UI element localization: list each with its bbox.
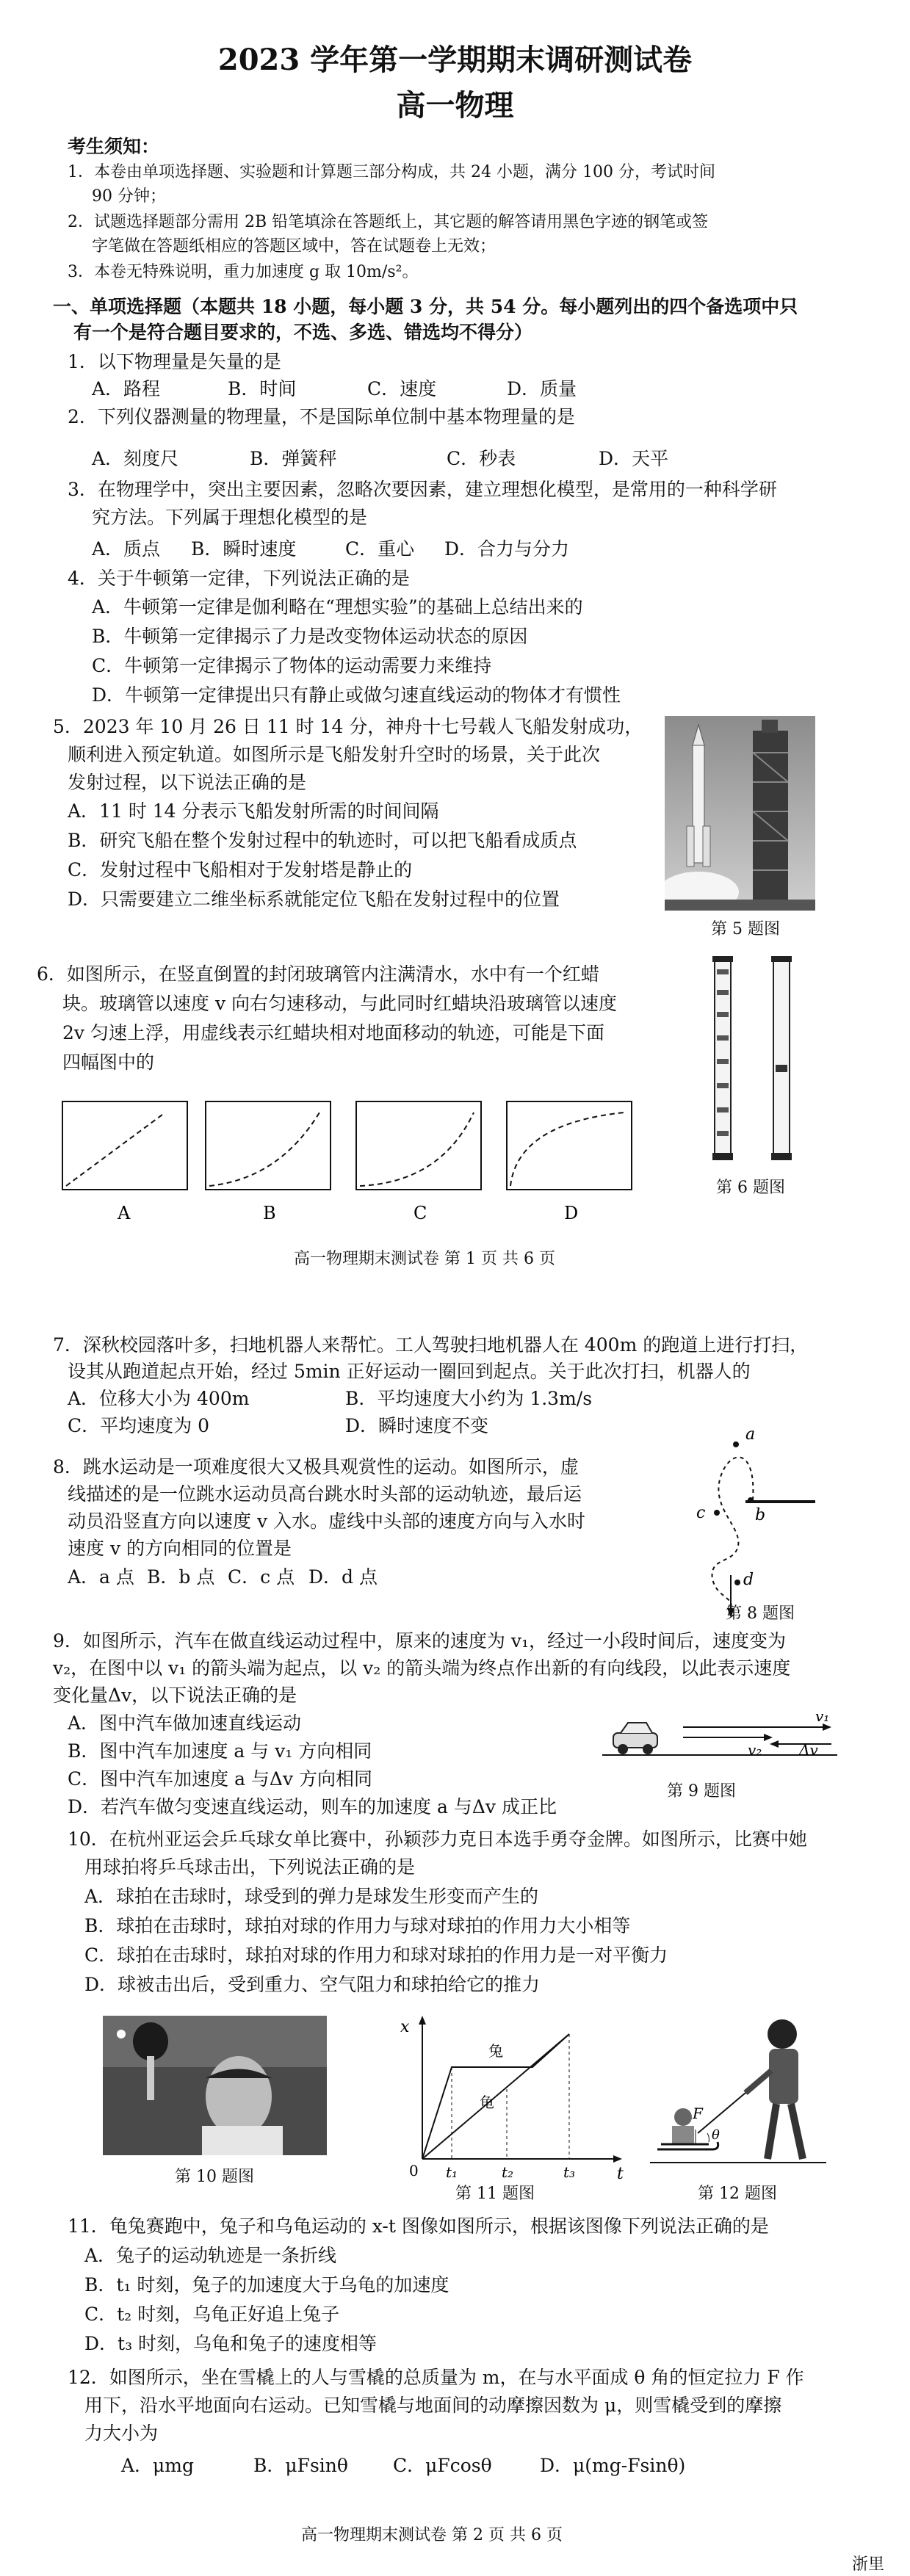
q6-label-c: C [414, 1203, 427, 1223]
q9-stem: v₂，在图中以 v₁ 的箭头端为起点，以 v₂ 的箭头端为终点作出新的有向线段，以此表示速度 [53, 1657, 791, 1679]
q6-label-b: B [263, 1203, 276, 1223]
turtle-label: 龟 [480, 2094, 494, 2111]
q7-option-c: C．平均速度为 0 [68, 1415, 209, 1436]
point-a-label: a [745, 1425, 756, 1444]
q6-graph-b[interactable] [206, 1101, 331, 1223]
q3-option-d: D．合力与分力 [444, 538, 570, 560]
q7-option-d: D．瞬时速度不变 [345, 1415, 489, 1436]
q9-option-b: B．图中汽车加速度 a 与 v₁ 方向相同 [68, 1740, 372, 1762]
axis-t-label: t [617, 2165, 624, 2181]
q10-option-a: A．球拍在击球时，球受到的弹力是球发生形变而产生的 [84, 1886, 539, 1907]
q1-option-d: D．质量 [507, 378, 577, 399]
q6-stem: 2v 匀速上浮，用虚线表示红蜡块相对地面移动的轨迹，可能是下面 [62, 1022, 604, 1043]
notice-line: 字笔做在答题纸相应的答题区域中，答在试题卷上无效； [92, 237, 496, 256]
diving-trajectory-figure [668, 1399, 815, 1619]
fig6-caption: 第 6 题图 [716, 1179, 785, 1197]
q9-option-c: C．图中汽车加速度 a 与Δv 方向相同 [68, 1768, 373, 1790]
q3-option-a: A．质点 [92, 538, 161, 560]
rabbit-label: 兔 [488, 2042, 503, 2060]
q6-graph-a[interactable] [62, 1101, 187, 1223]
q3-stem: 3．在物理学中，突出主要因素，忽略次要因素，建立理想化模型，是常用的一种科学研 [68, 479, 777, 500]
t2-label: t₂ [502, 2163, 514, 2181]
q2-option-a: A．刻度尺 [92, 448, 179, 469]
q8-stem: 动员沿竖直方向以速度 v 入水。虚线中头部的速度方向与入水时 [68, 1510, 586, 1532]
notice-line: 3．本卷无特殊说明，重力加速度 g 取 10m/s²。 [68, 263, 419, 281]
point-d-label: d [743, 1571, 754, 1589]
force-f-label: F [693, 2105, 703, 2122]
q11-option-b: B．t₁ 时刻，兔子的加速度大于乌龟的加速度 [84, 2274, 449, 2295]
fig8-caption: 第 8 题图 [726, 1604, 795, 1623]
q8-stem: 线描述的是一位跳水运动员高台跳水时头部的运动轨迹，最后运 [68, 1483, 582, 1505]
q11-option-c: C．t₂ 时刻，乌龟正好追上兔子 [84, 2304, 340, 2325]
dv-label: Δv [799, 1741, 818, 1759]
q5-stem: 5．2023 年 10 月 26 日 11 时 14 分，神舟十七号载人飞船发射成功， [53, 716, 643, 737]
axis-x-label: x [400, 2018, 410, 2036]
section-heading: 有一个是符合题目要求的，不选、多选、错选均不得分） [73, 322, 533, 343]
q4-option-b: B．牛顿第一定律揭示了力是改变物体运动状态的原因 [92, 626, 528, 647]
q6-graph-d[interactable] [507, 1101, 632, 1223]
q5-option-b: B．研究飞船在整个发射过程中的轨迹时，可以把飞船看成质点 [68, 830, 577, 851]
q12-stem: 力大小为 [84, 2423, 159, 2444]
page-footer: 高一物理期末测试卷 第 2 页 共 6 页 [301, 2526, 563, 2544]
q3-option-b: B．瞬时速度 [191, 538, 297, 560]
q11-option-a: A．兔子的运动轨迹是一条折线 [84, 2245, 337, 2266]
q12-option-a: A．μmg [121, 2455, 195, 2476]
car-velocity-figure [602, 1711, 841, 1770]
origin-label: 0 [409, 2162, 419, 2179]
q10-option-c: C．球拍在击球时，球拍对球的作用力和球对球拍的作用力是一对平衡力 [84, 1944, 668, 1966]
sled-figure [650, 2016, 834, 2174]
q10-option-d: D．球被击出后，受到重力、空气阻力和球拍给它的推力 [84, 1974, 541, 1995]
theta-label: θ [712, 2127, 720, 2143]
notice-line: 1．本卷由单项选择题、实验题和计算题三部分构成，共 24 小题，满分 100 分，考试时间 [68, 163, 715, 181]
q3-stem: 究方法。下列属于理想化模型的是 [92, 507, 368, 528]
exam-subtitle: 高一物理 [396, 88, 514, 123]
q11-option-d: D．t₃ 时刻，乌龟和兔子的速度相等 [84, 2333, 378, 2354]
q5-option-c: C．发射过程中飞船相对于发射塔是静止的 [68, 859, 413, 880]
q12-option-d: D．μ(mg-Fsinθ) [540, 2455, 686, 2476]
q1-option-b: B．时间 [228, 378, 297, 399]
point-b-label: b [755, 1506, 766, 1524]
q8-option-d: D．d 点 [308, 1566, 378, 1588]
q8-option-c: C．c 点 [228, 1566, 295, 1588]
q8-option-b: B．b 点 [147, 1566, 215, 1588]
fig9-caption: 第 9 题图 [667, 1782, 736, 1801]
notice-heading: 考生须知： [68, 136, 160, 157]
q3-option-c: C．重心 [345, 538, 415, 560]
q5-option-d: D．只需要建立二维坐标系就能定位飞船在发射过程中的位置 [68, 889, 560, 910]
q1-option-a: A．路程 [92, 378, 161, 399]
q6-trajectory-options [59, 1094, 639, 1234]
fig11-caption: 第 11 题图 [455, 2185, 535, 2203]
q5-stem: 发射过程，以下说法正确的是 [68, 772, 307, 793]
q2-option-c: C．秒表 [447, 448, 516, 469]
q7-stem: 7．深秋校园落叶多，扫地机器人来帮忙。工人驾驶扫地机器人在 400m 的跑道上进行打扫， [53, 1334, 809, 1356]
q5-stem: 顺利进入预定轨道。如图所示是飞船发射升空时的场景，关于此次 [68, 744, 601, 765]
q8-stem: 速度 v 的方向相同的位置是 [68, 1538, 292, 1559]
notice-line: 2．试题选择题部分需用 2B 铅笔填涂在答题纸上，其它题的解答请用黑色字迹的钢笔或签 [68, 213, 709, 231]
q4-option-a: A．牛顿第一定律是伽利略在“理想实验”的基础上总结出来的 [92, 596, 583, 618]
q6-stem: 6．如图所示，在竖直倒置的封闭玻璃管内注满清水，水中有一个红蜡 [37, 963, 599, 985]
q12-stem: 用下，沿水平地面向右运动。已知雪橇与地面间的动摩擦因数为 μ，则雪橇受到的摩擦 [84, 2395, 782, 2416]
q6-label-a: A [118, 1203, 131, 1223]
q4-option-c: C．牛顿第一定律揭示了物体的运动需要力来维持 [92, 655, 492, 676]
q9-option-d: D．若汽车做匀变速直线运动，则车的加速度 a 与Δv 成正比 [68, 1796, 557, 1817]
q12-option-c: C．μFcosθ [393, 2455, 492, 2476]
table-tennis-photo [103, 2016, 327, 2155]
q6-label-d: D [564, 1203, 579, 1223]
rocket-launch-photo [665, 716, 815, 911]
t3-label: t₃ [563, 2163, 576, 2181]
q10-stem: 用球拍将乒乓球击出，下列说法正确的是 [84, 1856, 416, 1878]
fig10-caption: 第 10 题图 [175, 2168, 254, 2186]
q6-stem: 四幅图中的 [62, 1052, 155, 1073]
q2-option-b: B．弹簧秤 [250, 448, 337, 469]
q4-option-d: D．牛顿第一定律提出只有静止或做匀速直线运动的物体才有惯性 [92, 684, 621, 706]
q8-option-a: A．a 点 [68, 1566, 134, 1588]
point-c-label: c [696, 1504, 706, 1522]
q2-option-d: D．天平 [599, 448, 669, 469]
q6-stem: 块。玻璃管以速度 v 向右匀速移动，与此同时红蜡块沿玻璃管以速度 [62, 993, 618, 1014]
x-t-graph [393, 2016, 628, 2181]
q1-stem: 1．以下物理量是矢量的是 [68, 351, 281, 372]
watermark: 浙里 [852, 2555, 885, 2574]
t1-label: t₁ [446, 2163, 458, 2181]
q5-option-a: A．11 时 14 分表示飞船发射所需的时间间隔 [68, 800, 439, 822]
q4-stem: 4．关于牛顿第一定律，下列说法正确的是 [68, 568, 410, 589]
fig5-caption: 第 5 题图 [711, 920, 780, 938]
q12-stem: 12．如图所示，坐在雪橇上的人与雪橇的总质量为 m，在与水平面成 θ 角的恒定拉力 F 作 [68, 2367, 804, 2388]
q6-graph-c[interactable] [356, 1101, 481, 1223]
q11-stem: 11．龟兔赛跑中，兔子和乌龟运动的 x-t 图像如图所示，根据该图像下列说法正确的是 [68, 2215, 769, 2237]
fig12-caption: 第 12 题图 [698, 2185, 777, 2203]
q10-stem: 10．在杭州亚运会乒乓球女单比赛中，孙颖莎力克日本选手勇夺金牌。如图所示，比赛中她 [68, 1828, 807, 1850]
q7-option-b: B．平均速度大小约为 1.3m/s [345, 1388, 593, 1409]
q1-option-c: C．速度 [367, 378, 437, 399]
v1-label: v₁ [815, 1711, 830, 1725]
q10-option-b: B．球拍在击球时，球拍对球的作用力与球对球拍的作用力大小相等 [84, 1915, 631, 1936]
q7-stem: 设其从跑道起点开始，经过 5min 正好运动一圈回到起点。关于此次打扫，机器人的 [68, 1361, 751, 1382]
q9-stem: 9．如图所示，汽车在做直线运动过程中，原来的速度为 v₁，经过一小段时间后，速度变为 [53, 1630, 787, 1651]
section-heading: 一、单项选择题（本题共 18 小题，每小题 3 分，共 54 分。每小题列出的四个备选项中只 [53, 296, 798, 317]
q2-stem: 2．下列仪器测量的物理量，不是国际单位制中基本物理量的是 [68, 406, 575, 427]
page-footer: 高一物理期末测试卷 第 1 页 共 6 页 [294, 1250, 555, 1268]
exam-title: 2023 学年第一学期期末调研测试卷 [217, 43, 693, 77]
glass-tube-figure [709, 955, 801, 1168]
v2-label: v₂ [748, 1741, 762, 1759]
q8-stem: 8．跳水运动是一项难度很大又极具观赏性的运动。如图所示，虚 [53, 1456, 579, 1477]
notice-line: 90 分钟； [92, 187, 166, 206]
q9-stem: 变化量Δv，以下说法正确的是 [53, 1685, 297, 1706]
q12-option-b: B．μFsinθ [253, 2455, 348, 2476]
q7-option-a: A．位移大小为 400m [68, 1388, 250, 1409]
q9-option-a: A．图中汽车做加速直线运动 [68, 1712, 302, 1734]
